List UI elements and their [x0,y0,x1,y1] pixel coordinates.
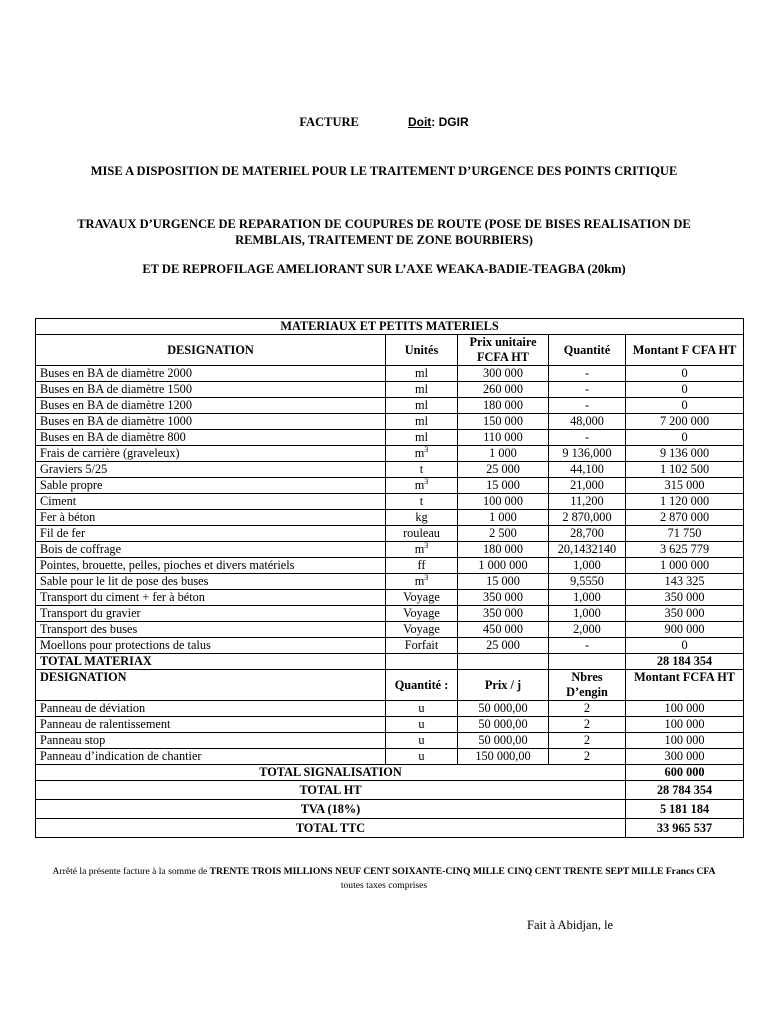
material-designation: Moellons pour protections de talus [36,638,386,654]
total-row [36,781,744,800]
invoice-table-body [36,319,744,838]
material-row [36,558,744,574]
facture-label: FACTURE [299,115,359,129]
material-designation: Frais de carrière (graveleux) [36,446,386,462]
signalisation-header-row [36,670,744,701]
signal-col-designation: DESIGNATION [36,670,386,701]
material-unit: kg [386,510,458,526]
material-unit: ml [386,382,458,398]
material-amount: 9 136 000 [626,446,744,462]
material-quantity: - [549,398,626,414]
material-unit-price: 25 000 [458,638,549,654]
material-row [36,526,744,542]
cubic-superscript: 3 [424,540,429,550]
material-quantity: - [549,430,626,446]
material-amount: 1 102 500 [626,462,744,478]
material-quantity: 48,000 [549,414,626,430]
material-unit: rouleau [386,526,458,542]
title-line-2: TRAVAUX D’URGENCE DE REPARATION DE COUPURES DE ROUTE (POSE DE BISES REALISATION DE REMBLAIS, TRAITEMENT DE ZONE BOURBIERS) [77,217,691,247]
material-row [36,462,744,478]
material-designation: Sable propre [36,478,386,494]
material-designation: Buses en BA de diamètre 1200 [36,398,386,414]
material-designation: Buses en BA de diamètre 800 [36,430,386,446]
material-row [36,478,744,494]
signal-col-price: Prix / j [458,670,549,701]
material-unit-price: 150 000 [458,414,549,430]
material-designation: Transport du gravier [36,606,386,622]
signal-amount: 100 000 [626,717,744,733]
signature-place: Fait à Abidjan, le [527,918,614,932]
material-unit-price: 1 000 [458,510,549,526]
material-unit: $m^3$ [386,446,458,462]
signal-price: 50 000,00 [458,701,549,717]
signal-unit: u [386,717,458,733]
material-row [36,366,744,382]
empty-cell [458,654,549,670]
material-quantity: 20,1432140 [549,542,626,558]
total-materiax-value: 28 184 354 [626,654,744,670]
material-amount: 143 325 [626,574,744,590]
amount-in-words [0,865,768,893]
material-amount: 0 [626,398,744,414]
material-row [36,542,744,558]
material-designation: Pointes, brouette, pelles, pioches et divers matériels [36,558,386,574]
signal-col-quantity: Quantité : [386,670,458,701]
material-designation: Buses en BA de diamètre 2000 [36,366,386,382]
doit-label: Doit [407,115,432,129]
material-unit-price: 300 000 [458,366,549,382]
signal-price: 50 000,00 [458,717,549,733]
material-quantity: 44,100 [549,462,626,478]
total-label: TOTAL TTC [36,819,626,838]
total-materiax-label: TOTAL MATERIAX [36,654,386,670]
signal-designation: Panneau stop [36,733,386,749]
material-unit-price: 350 000 [458,606,549,622]
material-designation: Ciment [36,494,386,510]
note-suffix: toutes taxes comprises [340,880,428,891]
material-row [36,494,744,510]
material-amount: 1 000 000 [626,558,744,574]
material-amount: 71 750 [626,526,744,542]
material-row [36,590,744,606]
material-amount: 350 000 [626,590,744,606]
material-designation: Graviers 5/25 [36,462,386,478]
signalisation-row [36,733,744,749]
material-unit-price: 15 000 [458,478,549,494]
material-amount: 0 [626,382,744,398]
material-quantity: 2 870,000 [549,510,626,526]
material-unit-price: 260 000 [458,382,549,398]
total-value: 28 784 354 [626,781,744,800]
material-unit-price: 350 000 [458,590,549,606]
material-unit: Voyage [386,590,458,606]
empty-cell [549,654,626,670]
material-amount: 3 625 779 [626,542,744,558]
material-unit: ml [386,430,458,446]
column-header-row [36,335,744,366]
section-title: MATERIAUX ET PETITS MATERIELS [36,319,744,335]
material-unit: ml [386,414,458,430]
material-row [36,382,744,398]
material-quantity: 2,000 [549,622,626,638]
total-row [36,819,744,838]
signal-amount: 300 000 [626,749,744,765]
material-unit-price: 180 000 [458,398,549,414]
material-unit-price: 1 000 000 [458,558,549,574]
material-row [36,430,744,446]
doit-separator: : [431,115,439,129]
total-row [36,765,744,781]
col-unit-price: Prix unitaire FCFA HT [458,335,549,366]
doit-value: DGIR [438,115,469,129]
signalisation-row [36,749,744,765]
material-row [36,622,744,638]
material-quantity: 21,000 [549,478,626,494]
material-row [36,398,744,414]
signal-engines: 2 [549,701,626,717]
material-designation: Buses en BA de diamètre 1500 [36,382,386,398]
material-row [36,638,744,654]
col-amount: Montant F CFA HT [626,335,744,366]
total-label: TOTAL SIGNALISATION [36,765,626,781]
total-materiax-row [36,654,744,670]
material-unit-price: 1 000 [458,446,549,462]
material-amount: 7 200 000 [626,414,744,430]
title-line-1: MISE A DISPOSITION DE MATERIEL POUR LE TRAITEMENT D’URGENCE DES POINTS CRITIQUE [90,164,678,178]
col-units: Unités [386,335,458,366]
material-designation: Sable pour le lit de pose des buses [36,574,386,590]
material-row [36,414,744,430]
signal-designation: Panneau de ralentissement [36,717,386,733]
material-unit-price: 100 000 [458,494,549,510]
material-quantity: 1,000 [549,590,626,606]
total-value: 600 000 [626,765,744,781]
material-designation: Fil de fer [36,526,386,542]
invoice-heading [0,115,768,130]
material-quantity: 9 136,000 [549,446,626,462]
material-unit-price: 2 500 [458,526,549,542]
material-unit: ml [386,366,458,382]
signal-amount: 100 000 [626,733,744,749]
material-unit: t [386,494,458,510]
material-quantity: 9,5550 [549,574,626,590]
title-line-3: ET DE REPROFILAGE AMELIORANT SUR L’AXE WEAKA-BADIE-TEAGBA (20km) [142,262,626,276]
note-amount: TRENTE TROIS MILLIONS NEUF CENT SOIXANTE-CINQ MILLE CINQ CENT TRENTE SEPT MILLE Francs CFA [209,866,716,877]
material-unit-price: 25 000 [458,462,549,478]
material-amount: 0 [626,366,744,382]
col-quantity: Quantité [549,335,626,366]
material-unit-price: 110 000 [458,430,549,446]
material-unit: Voyage [386,606,458,622]
cubic-superscript: 3 [424,444,429,454]
signalisation-row [36,701,744,717]
material-quantity: 1,000 [549,558,626,574]
material-designation: Buses en BA de diamètre 1000 [36,414,386,430]
signal-designation: Panneau de déviation [36,701,386,717]
material-amount: 0 [626,638,744,654]
signal-unit: u [386,749,458,765]
material-amount: 900 000 [626,622,744,638]
signal-engines: 2 [549,733,626,749]
material-row [36,446,744,462]
material-designation: Fer à béton [36,510,386,526]
signal-engines: 2 [549,749,626,765]
signal-unit: u [386,733,458,749]
material-unit: $m^3$ [386,574,458,590]
note-prefix: Arrêté la présente facture à la somme de [52,866,210,877]
total-value: 33 965 537 [626,819,744,838]
material-amount: 2 870 000 [626,510,744,526]
signal-engines: 2 [549,717,626,733]
material-unit: Forfait [386,638,458,654]
empty-cell [386,654,458,670]
total-value: 5 181 184 [626,800,744,819]
total-label: TOTAL HT [36,781,626,800]
material-unit: Voyage [386,622,458,638]
material-designation: Bois de coffrage [36,542,386,558]
material-designation: Transport du ciment + fer à béton [36,590,386,606]
material-unit-price: 450 000 [458,622,549,638]
material-unit-price: 180 000 [458,542,549,558]
material-amount: 1 120 000 [626,494,744,510]
total-label: TVA (18%) [36,800,626,819]
material-amount: 350 000 [626,606,744,622]
material-unit: t [386,462,458,478]
doit-line [408,115,469,129]
cubic-superscript: 3 [424,572,429,582]
total-row [36,800,744,819]
material-unit: $m^3$ [386,478,458,494]
material-quantity: - [549,638,626,654]
signal-price: 50 000,00 [458,733,549,749]
material-quantity: 28,700 [549,526,626,542]
material-unit: $m^3$ [386,542,458,558]
material-unit-price: 15 000 [458,574,549,590]
signalisation-row [36,717,744,733]
material-designation: Transport des buses [36,622,386,638]
material-amount: 315 000 [626,478,744,494]
signal-col-engines: Nbres D’engin [549,670,626,701]
invoice-table [35,318,744,838]
material-quantity: - [549,382,626,398]
signal-unit: u [386,701,458,717]
material-row [36,606,744,622]
signal-designation: Panneau d’indication de chantier [36,749,386,765]
material-quantity: - [549,366,626,382]
material-row [36,510,744,526]
signal-col-amount: Montant FCFA HT [626,670,744,701]
material-amount: 0 [626,430,744,446]
signal-amount: 100 000 [626,701,744,717]
material-row [36,574,744,590]
material-unit: ml [386,398,458,414]
material-quantity: 11,200 [549,494,626,510]
col-designation: DESIGNATION [36,335,386,366]
material-unit: ff [386,558,458,574]
signal-price: 150 000,00 [458,749,549,765]
material-quantity: 1,000 [549,606,626,622]
cubic-superscript: 3 [424,476,429,486]
